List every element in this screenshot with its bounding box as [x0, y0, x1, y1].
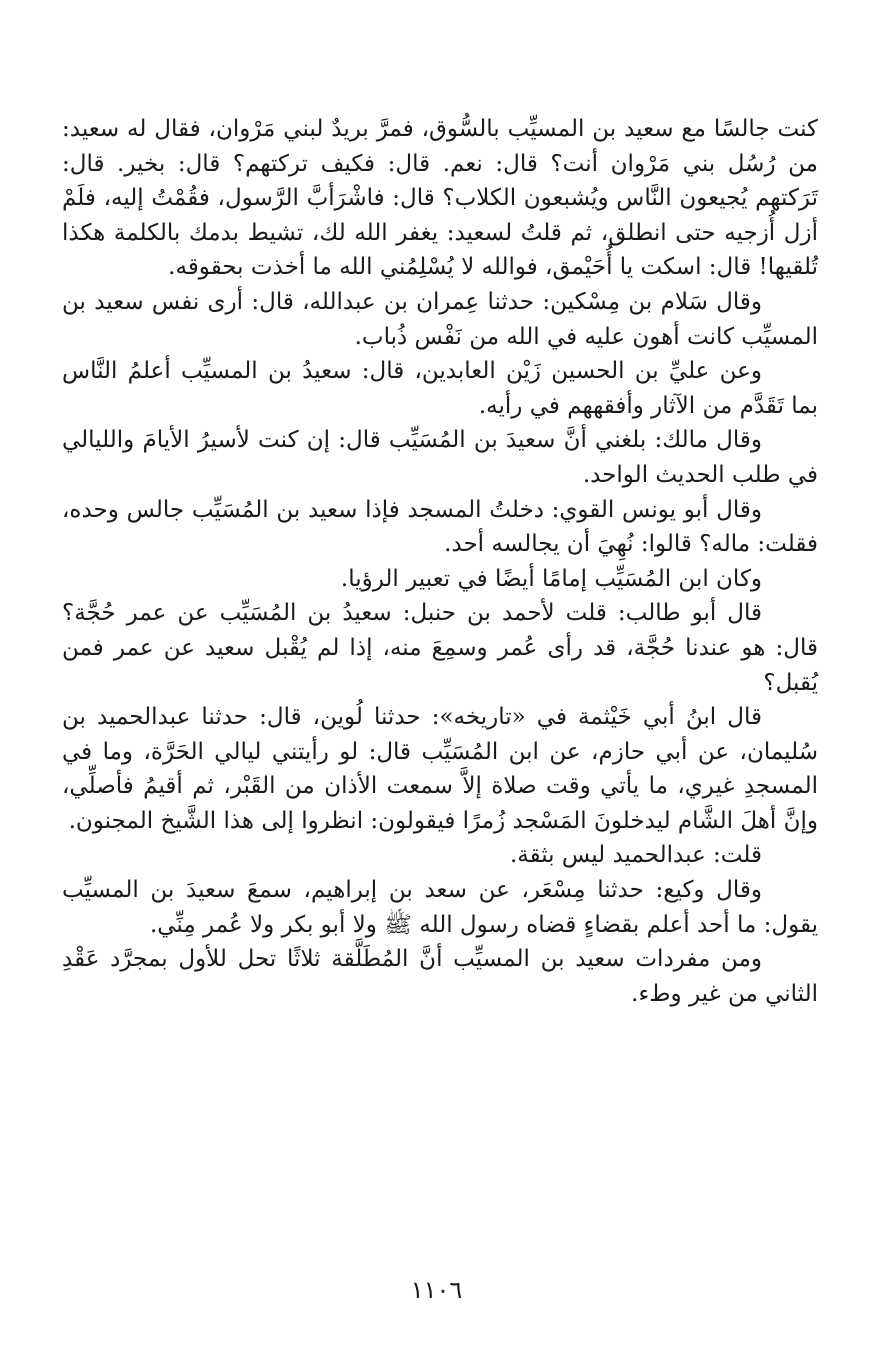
paragraph-3: وعن عليِّ بن الحسين زَيْن العابدين، قال: سعيدُ بن المسيِّب أعلمُ النَّاس بما تَقَدَّم من الآثار وأفقههم في رأيه. [62, 358, 818, 419]
body-text [62, 112, 818, 1011]
page-number: ١١٠٦ [410, 1276, 463, 1304]
paragraph-1: كنت جالسًا مع سعيد بن المسيِّب بالسُّوق، فمرَّ بريدٌ لبني مَرْوان، فقال له سعيد: من رُسُل بني مَرْوان أنت؟ قال: نعم. قال: فكيف تركتهم؟ قال: بخير. قال: تَرَكتهم يُجيعون النَّاس ويُشبعون الكلاب؟ قال: فاشْرَأبَّ الرَّسول، فقُمْتُ إليه، فلَمْ أزل أُزجيه حتى انطلق، ثم قلتُ لسعيد: يغفر الله لك، تشيط بدمك بالكلمة هكذا تُلقيها! قال: اسكت يا أُحَيْمق، فوالله لا يُسْلِمُني الله ما أخذت بحقوقه. [62, 116, 819, 281]
paragraph-4: وقال مالك: بلغني أنَّ سعيدَ بن المُسَيِّب قال: إن كنت لأسيرُ الأيامَ والليالي في طلب الحديث الواحد. [62, 427, 818, 488]
paragraph-9: قلت: عبدالحميد ليس بثقة. [509, 842, 762, 869]
paragraph-8: قال ابنُ أبي خَيْثمة في «تاريخه»: حدثنا لُوين، قال: حدثنا عبدالحميد بن سُليمان، عن أبي حازم، عن ابن المُسَيِّب قال: لو رأيتني ليالي الحَرَّة، وما في المسجدِ غيري، ما يأتي وقت صلاة إلاَّ سمعت الأذان من القَبْر، ثم أقيمُ فأصلِّي، وإنَّ أهلَ الشَّام ليدخلونَ المَسْجد زُمرًا فيقولون: انظروا إلى هذا الشَّيخ المجنون. [62, 704, 818, 834]
paragraph-11: ومن مفردات سعيد بن المسيِّب أنَّ المُطَلَّقة ثلاثًا تحل للأول بمجرَّد عَقْدِ الثاني من غير وطء. [62, 946, 818, 1007]
paragraph-6: وكان ابن المُسَيِّب إمامًا أيضًا في تعبير الرؤيا. [340, 565, 762, 592]
paragraph-5: وقال أبو يونس القوي: دخلتُ المسجد فإذا سعيد بن المُسَيِّب جالس وحده، فقلت: ماله؟ قالوا: نُهِيَ أن يجالسه أحد. [62, 496, 818, 558]
paragraph-2: وقال سَلام بن مِسْكين: حدثنا عِمران بن عبدالله، قال: أرى نفس سعيد بن المسيِّب كانت أهون عليه في الله من نَفْس ذُباب. [62, 288, 818, 350]
paragraph-7: قال أبو طالب: قلت لأحمد بن حنبل: سعيدُ بن المُسَيِّب عن عمر حُجَّة؟ قال: هو عندنا حُجَّة، قد رأى عُمر وسمِعَ منه، إذا لم يُقْبل سعيد عن عمر فمن يُقبل؟ [62, 600, 818, 696]
paragraph-10: وقال وكيع: حدثنا مِسْعَر، عن سعد بن إبراهيم، سمعَ سعيدَ بن المسيِّب يقول: ما أحد أعلم بقضاءٍ قضاه رسول الله ﷺ ولا أبو بكر ولا عُمر مِنِّي. [62, 877, 818, 938]
